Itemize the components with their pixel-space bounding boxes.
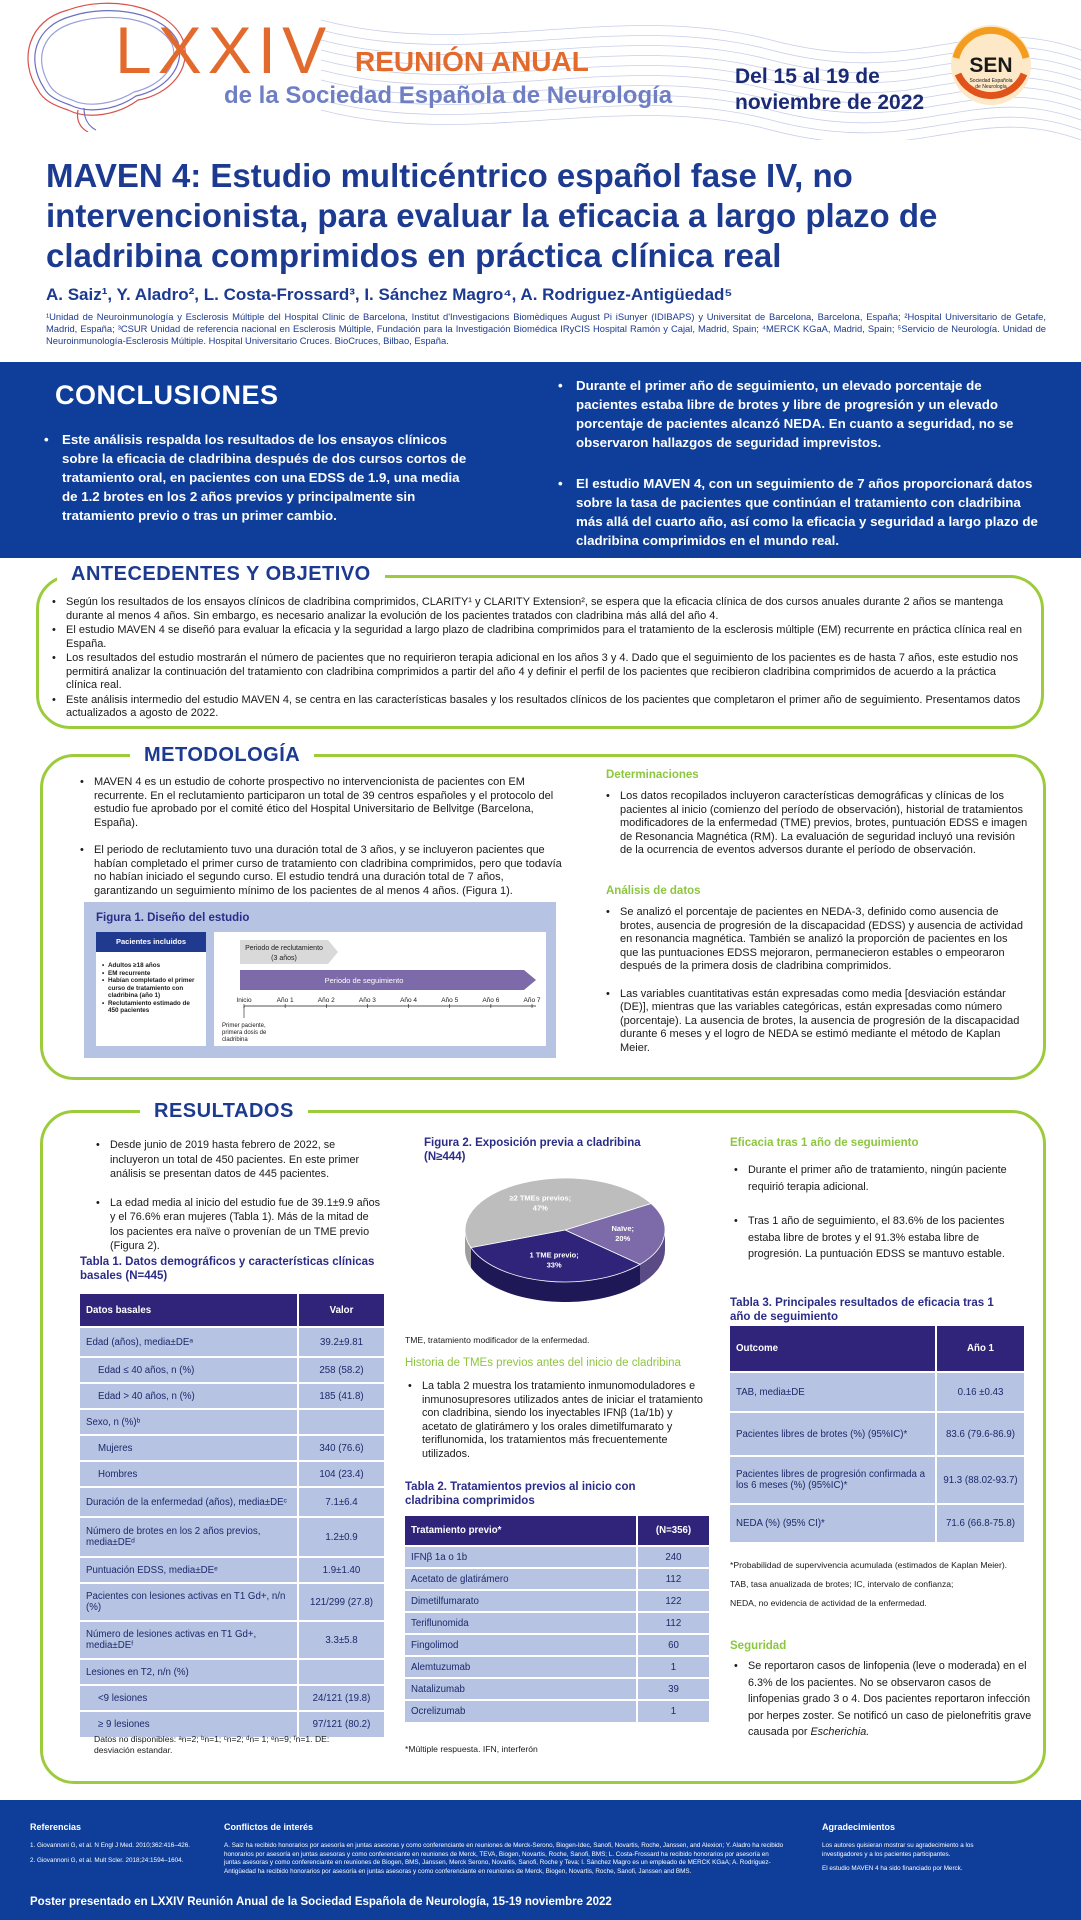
- table-cell-value: 240: [637, 1546, 709, 1568]
- table-cell-value: 121/299 (27.8): [298, 1583, 384, 1621]
- table-3-efficacy: [730, 1326, 1024, 1542]
- table-row: [405, 1700, 709, 1722]
- table-cell-label: Puntuación EDSS, media±DEᵉ: [80, 1557, 298, 1583]
- list-item: • El estudio MAVEN 4 se diseñó para evaluar la eficacia y la seguridad a largo plazo de cladribina comprimidos para el tratamiento de la esclerosis múltiple (EM) recurrente en práctica clínica real en España.: [50, 624, 1030, 651]
- table-cell-label: Pacientes libres de brotes (%) (95%IC)*: [730, 1412, 936, 1456]
- seguridad-text: Se reportaron casos de linfopenia (leve o moderada) en el 6.3% de los pacientes. No se observaron casos de linfopenias grado 3 o 4. Dos pacientes reportaron infección por herpes zoster. Se notificó un caso de pielonefritis grave causada por: [748, 1660, 1032, 1738]
- table-row: [405, 1612, 709, 1634]
- table-cell-label: Acetato de glatirámero: [405, 1568, 637, 1590]
- timeline-tick-label: Año 1: [276, 997, 294, 1004]
- figure-1-study-design: [84, 902, 556, 1058]
- table-cell-value: 1.2±0.9: [298, 1517, 384, 1557]
- congress-dates: [735, 64, 924, 116]
- sen-logo: [946, 20, 1036, 110]
- list-item: • Según los resultados de los ensayos clínicos de cladribina comprimidos, CLARITY¹ y CLARITY Extension², se espera que la eficacia clínica de dos cursos anuales durante 2 años se mantenga durante al menos 4 años. Sin embargo, es necesario analizar la evolución de los pacientes tratados con cladribina más allá del año 4.: [50, 596, 1030, 623]
- footer: [0, 1800, 1081, 1920]
- list-item: • El periodo de reclutamiento tuvo una duración total de 3 años, y se incluyeron pacientes que habían completado el primer curso de tratamiento con cladribina comprimidos, pero que todavía no habían iniciado el segundo curso. El estudio tendrá una duración total de 7 años, garantizando un seguimiento mínimo de los pacientes de al menos 4 años. (Figura 1).: [78, 844, 562, 898]
- dates-line-1: Del 15 al 19 de: [735, 65, 880, 88]
- table-cell-label: NEDA (%) (95% CI)*: [730, 1504, 936, 1542]
- eficacia-list: [732, 1162, 1032, 1263]
- table-row: [730, 1372, 1024, 1412]
- table-header-row: [730, 1326, 1024, 1372]
- timeline-tick-label: Año 3: [358, 997, 376, 1004]
- seguridad-heading: Seguridad: [730, 1640, 787, 1652]
- acknowledgements-text: Los autores quisieran mostrar su agradecimiento a los investigadores y a los pacientes participantes.: [822, 1842, 974, 1858]
- table-2-caption: Tabla 2. Tratamientos previos al inicio con cladribina comprimidos: [405, 1481, 636, 1507]
- table-row: [405, 1568, 709, 1590]
- first-patient-label-2: primera dosis de: [222, 1030, 267, 1036]
- figure-2-title: Figura 2. Exposición previa a cladribina (N≥444): [424, 1137, 641, 1163]
- included-patients-list: [96, 952, 206, 1015]
- list-item: • Los resultados del estudio mostrarán el número de pacientes que no requirieron terapia adicional en los años 3 y 4. Dado que el seguimiento de los pacientes es de hasta 7 años, este estudio nos permitirá analizar la continuación del tratamiento con cladribina comprimidos a partir del año 4 y definir el perfil de los pacientes que recibieron cladribina comprimidos de acuerdo a la práctica clínica real.: [50, 652, 1030, 693]
- figure-1-title: Figura 1. Diseño del estudio: [96, 912, 250, 924]
- table-cell-label: Pacientes con lesiones activas en T1 Gd+, n/n (%): [80, 1583, 298, 1621]
- metodologia-left-list: [78, 776, 562, 898]
- list-item: • Habían completado el primer curso de tratamiento con cladribina (año 1): [104, 977, 202, 1000]
- table-row: [80, 1487, 384, 1517]
- figure-2-pie-chart: [450, 1170, 680, 1310]
- table-cell-value: 1: [637, 1656, 709, 1678]
- recruitment-label-1: Periodo de reclutamiento: [245, 945, 323, 952]
- included-patients-panel: [96, 932, 206, 1046]
- list-item: • EM recurrente: [104, 970, 202, 978]
- list-item: • La edad media al inicio del estudio fue de 39.1±9.9 años y el 76.6% eran mujeres (Tabla 1). Más de la mitad de los pacientes era naïve o provenían de un TME previo (Figura 2).: [94, 1196, 384, 1254]
- list-item: • Las variables cuantitativas están expresadas como media [desviación estándar (DE)], mientras que las variables categóricas, están expresadas como número (porcentaje). La ausencia de brotes, la ausencia de progresión de la discapacidad durante 6 meses y el logro de NEDA se estimó mediante el método de Kaplan Meier.: [604, 988, 1028, 1056]
- conclusion-item: • El estudio MAVEN 4, con un seguimiento de 7 años proporcionará datos sobre la tasa de pacientes que continúan el tratamiento con cladribina más allá del cuarto año, así como la eficacia y seguridad a largo plazo de cladribina comprimidos en el mundo real.: [558, 474, 1038, 550]
- table-row: [730, 1456, 1024, 1504]
- footnote-line: *Probabilidad de supervivencia acumulada (estimados de Kaplan Meier).: [730, 1560, 1008, 1570]
- determinaciones-heading: Determinaciones: [606, 769, 699, 781]
- historia-list: [406, 1380, 706, 1461]
- footer-acknowledgements: [822, 1822, 1002, 1874]
- acknowledgements-heading: Agradecimientos: [822, 1822, 896, 1832]
- table-header-row: [405, 1516, 709, 1546]
- recruitment-label-2: (3 años): [271, 955, 297, 962]
- table-cell-label: ≥ 9 lesiones: [80, 1711, 298, 1737]
- list-item: • Reclutamiento estimado de 450 pacientes: [104, 1000, 202, 1015]
- table-cell-label: Teriflunomida: [405, 1612, 637, 1634]
- footnote-line: Datos no disponibles: ᵃn=2; ᵇn=1; ᶜn=2; ᵈn= 1; ᵉn=9; ᶠn=1. DE:: [94, 1734, 330, 1744]
- table-cell-value: [298, 1409, 384, 1435]
- table-1-footnote: [94, 1734, 384, 1756]
- table-cell-label: Número de lesiones activas en T1 Gd+, media±DEᶠ: [80, 1621, 298, 1659]
- conclusiones-col2: [558, 376, 1038, 550]
- conclusion-item: • Durante el primer año de seguimiento, un elevado porcentaje de pacientes estaba libre de brotes y libre de progresión y un elevado porcentaje de pacientes alcanzó NEDA. En cuanto a seguridad, no se observaron hallazgos de seguridad imprevistos.: [558, 376, 1038, 452]
- table-cell-value: 185 (41.8): [298, 1383, 384, 1409]
- table-cell-value: 112: [637, 1568, 709, 1590]
- funding-text: El estudio MAVEN 4 ha sido financiado por Merck.: [822, 1865, 963, 1872]
- metodologia-heading: METODOLOGÍA: [130, 744, 314, 767]
- table-3-footnote: [730, 1560, 1030, 1609]
- table-row: [80, 1461, 384, 1487]
- antecedentes-list: [50, 596, 1030, 722]
- conflicts-text: A. Saiz ha recibido honorarios por asesoría en juntas asesoras y como conferenciante en reuniones de Merck-Serono, Biogen-Idec, Sanofi, Novartis, Roche, Janssen, and Alexion; Y. Aladro ha recibido honorarios por asesoría en juntas asesoras y como conferenciante en reuniones de Merck, TEVA, Biogen, Novartis, Roche, Sanofi, BMS; L. Costa-Frossard ha recibido honorarios por asesoría en juntas asesoras y como conferenciante en reuniones de Biogen, BMS, Janssen, Merck Serono, Novartis, Sanofi, Roche y Teva; I. Sánchez Magro es un empleado de MERCK KGaA; A. Rodriguez-Antigüedad ha recibido honorarios por asesoría en juntas asesoras y como conferenciante en reuniones de Merck, Biogen, Novartis, Roche, Sanofi, Janssen and BMS.: [224, 1842, 784, 1875]
- sen-logo-sub1: Sociedad Española: [969, 78, 1013, 84]
- eficacia-heading: Eficacia tras 1 año de seguimiento: [730, 1137, 919, 1149]
- conclusiones-heading: CONCLUSIONES: [55, 380, 279, 410]
- conflicts-heading: Conflictos de interés: [224, 1822, 314, 1832]
- affiliations: ¹Unidad de Neuroinmunología y Esclerosis Múltiple del Hospital Clinic de Barcelona, Institut d'Investigacions Biomèdiques August Pi iSunyer (IDIBAPS) y Universitat de Barcelona, Barcelona, España; ²Hospital Universitario de Getafe, Madrid, España; ³CSUR Unidad de referencia nacional en Esclerosis Múltiple, Fundación para la Investigación Biomédica IRyCIS Hospital Ramón y Cajal, Madrid, Spain; ⁴MERCK KGaA, Madrid, Spain; ⁵Servicio de Neurología. Unidad de Neuroinmunología-Esclerosis Múltiple. Hospital Universitario Cruces. BioCruces, Bilbao, España.: [46, 311, 1046, 346]
- table-header-row: [80, 1294, 384, 1327]
- table-1-baseline: [80, 1294, 384, 1737]
- timeline-tick-label: Inicio: [236, 997, 252, 1004]
- table-cell-label: Sexo, n (%)ᵇ: [80, 1409, 298, 1435]
- table-cell-label: Natalizumab: [405, 1678, 637, 1700]
- reunion-anual-label: REUNIÓN ANUAL: [355, 46, 589, 77]
- list-item: • Tras 1 año de seguimiento, el 83.6% de los pacientes estaba libre de brotes y el 91.3% estaba libre de progresión. La puntuación EDSS se mantuvo estable.: [732, 1213, 1032, 1263]
- table-cell-value: 97/121 (80.2): [298, 1711, 384, 1737]
- analisis-list: [604, 906, 1028, 1055]
- pie-slice-label: Naïve;: [611, 1223, 635, 1233]
- authors: A. Saiz¹, Y. Aladro², L. Costa-Frossard³, I. Sánchez Magro⁴, A. Rodriguez-Antigüedad⁵: [46, 285, 733, 304]
- table-cell-value: 91.3 (88.02-93.7): [936, 1456, 1024, 1504]
- footnote-line: NEDA, no evidencia de actividad de la enfermedad.: [730, 1598, 927, 1608]
- reference-item: 2. Giovannoni G, et al. Mult Scler. 2018;24:1594–1604.: [30, 1856, 184, 1864]
- historia-heading: Historia de TMEs previos antes del inicio de cladribina: [405, 1357, 681, 1369]
- table-row: [730, 1504, 1024, 1542]
- table-row: [80, 1685, 384, 1711]
- list-item: • Este análisis intermedio del estudio MAVEN 4, se centra en las características basales y los resultados clínicos de los pacientes que completaron el primer año de seguimiento. Presentamos datos actualizados a agosto de 2022.: [50, 694, 1030, 721]
- table-cell-label: Duración de la enfermedad (años), media±DEᶜ: [80, 1487, 298, 1517]
- antecedentes-heading: ANTECEDENTES Y OBJETIVO: [57, 563, 385, 586]
- pie-slice-label: 33%: [546, 1260, 562, 1270]
- list-item: • La tabla 2 muestra los tratamiento inmunomoduladores e inmunosupresores utilizados antes de iniciar el tratamiento con cladribina, siendo los inyectables IFNβ (1a/1b) y acetato de glatirámero y los orales dimetilfumarato y teriflunomida, los tratamientos más frecuentemente utilizados.: [406, 1380, 706, 1461]
- included-patients-header: Pacientes incluidos: [96, 932, 206, 952]
- table-cell-label: TAB, media±DE: [730, 1372, 936, 1412]
- pie-slice-label: 20%: [615, 1233, 631, 1243]
- congress-number: LXXIV: [115, 13, 333, 87]
- table-cell-value: 39.2±9.81: [298, 1327, 384, 1357]
- table-cell-value: 24/121 (19.8): [298, 1685, 384, 1711]
- table-cell-label: Dimetilfumarato: [405, 1590, 637, 1612]
- sen-logo-text: SEN: [969, 54, 1013, 77]
- table-row: [80, 1659, 384, 1685]
- table-row: [730, 1412, 1024, 1456]
- table-cell-value: 60: [637, 1634, 709, 1656]
- pie-slice-label: 47%: [532, 1203, 548, 1213]
- table-cell-label: Hombres: [80, 1461, 298, 1487]
- table-row: [405, 1656, 709, 1678]
- conclusiones-section: [0, 362, 1081, 558]
- table-cell-value: 7.1±6.4: [298, 1487, 384, 1517]
- pie-slice-label: ≥2 TMEs previos;: [509, 1193, 572, 1203]
- timeline-tick-label: Año 5: [441, 997, 459, 1004]
- table-row: [80, 1383, 384, 1409]
- list-item: • Se analizó el porcentaje de pacientes en NEDA-3, definido como ausencia de brotes, ausencia de progresión de la discapacidad (EDSS) y ausencia de actividad en resonancia magnética. También se analizó la proporción de pacientes en los que las puntuaciones EDSS mejoraron, permanecieron estables o empeoraron después de la primera dosis de cladribina comprimidos.: [604, 906, 1028, 974]
- table-cell-label: Ocrelizumab: [405, 1700, 637, 1722]
- table-header-cell: (N=356): [637, 1516, 709, 1546]
- table-cell-label: Mujeres: [80, 1435, 298, 1461]
- table-cell-value: 258 (58.2): [298, 1357, 384, 1383]
- table-row: [80, 1517, 384, 1557]
- seguridad-list: [732, 1658, 1032, 1741]
- seguridad-species: Escherichia.: [810, 1726, 870, 1738]
- table-row: [405, 1590, 709, 1612]
- table-cell-value: 0.16 ±0.43: [936, 1372, 1024, 1412]
- table-row: [80, 1621, 384, 1659]
- timeline-tick-label: Año 2: [317, 997, 335, 1004]
- resultados-intro-list: [94, 1138, 384, 1254]
- table-cell-value: [298, 1659, 384, 1685]
- determinaciones-list: [604, 790, 1028, 858]
- resultados-heading: RESULTADOS: [140, 1100, 308, 1123]
- table-header-cell: Outcome: [730, 1326, 936, 1372]
- table-cell-label: Edad ≤ 40 años, n (%): [80, 1357, 298, 1383]
- poster-title: MAVEN 4: Estudio multicéntrico español fase IV, no intervencionista, para evaluar la eficacia a largo plazo de cladribina comprimidos en práctica clínica real: [46, 157, 938, 274]
- table-cell-label: Fingolimod: [405, 1634, 637, 1656]
- table-row: [80, 1435, 384, 1461]
- timeline-tick-label: Año 6: [482, 997, 500, 1004]
- table-2-prior-treatments: [405, 1516, 709, 1722]
- study-timeline: [214, 932, 546, 1046]
- table-2-footnote: *Múltiple respuesta. IFN, interferón: [405, 1744, 538, 1754]
- list-item: • Desde junio de 2019 hasta febrero de 2022, se incluyeron un total de 450 pacientes. En este primer análisis se presentan datos de 445 pacientes.: [94, 1138, 384, 1182]
- table-cell-value: 83.6 (79.6-86.9): [936, 1412, 1024, 1456]
- table-row: [80, 1357, 384, 1383]
- list-item: • Durante el primer año de tratamiento, ningún paciente requirió terapia adicional.: [732, 1162, 1032, 1195]
- reference-item: 1. Giovannoni G, et al. N Engl J Med. 2010;362:416–426.: [30, 1842, 190, 1849]
- table-cell-value: 1.9±1.40: [298, 1557, 384, 1583]
- table-header-cell: Valor: [298, 1294, 384, 1327]
- timeline-tick-label: Año 4: [400, 997, 418, 1004]
- poster-presented-line: Poster presentado en LXXIV Reunión Anual de la Sociedad Española de Neurología, 15-19 noviembre 2022: [30, 1896, 612, 1908]
- table-cell-value: 3.3±5.8: [298, 1621, 384, 1659]
- table-cell-value: 112: [637, 1612, 709, 1634]
- table-cell-label: Número de brotes en los 2 años previos, media±DEᵈ: [80, 1517, 298, 1557]
- table-row: [80, 1583, 384, 1621]
- first-patient-label-1: Primer paciente,: [222, 1023, 266, 1029]
- table-cell-label: Edad (años), media±DEᵃ: [80, 1327, 298, 1357]
- table-row: [80, 1409, 384, 1435]
- list-item: • Adultos ≥18 años: [104, 962, 202, 970]
- table-cell-label: IFNβ 1a o 1b: [405, 1546, 637, 1568]
- table-row: [405, 1546, 709, 1568]
- table-cell-label: <9 lesiones: [80, 1685, 298, 1711]
- table-row: [405, 1634, 709, 1656]
- conclusiones-col1: [44, 430, 474, 525]
- sen-logo-sub2: de Neurología: [975, 84, 1007, 90]
- conclusion-item: • Este análisis respalda los resultados de los ensayos clínicos sobre la eficacia de cladribina después de dos cursos cortos de tratamiento oral, en pacientes con una EDSS de 1.9, una media de 1.2 brotes en los 2 años previos y principalmente sin tratamiento previo o tras un primer cambio.: [44, 430, 474, 525]
- table-cell-label: Lesiones en T2, n/n (%): [80, 1659, 298, 1685]
- list-item: • Los datos recopilados incluyeron características demográficas y clínicas de los pacientes al inicio (comienzo del período de observación), historial de tratamientos modificadores de la enfermedad (TME) previos, brotes, puntuación EDSS e imagen de Resonancia Magnética (RM). La evaluación de seguridad incluyó una revisión de la ocurrencia de eventos adversos durante el período de observación.: [604, 790, 1028, 858]
- table-row: [80, 1557, 384, 1583]
- timeline-tick-label: Año 7: [523, 997, 541, 1004]
- table-header-cell: Tratamiento previo*: [405, 1516, 637, 1546]
- table-cell-value: 71.6 (66.8-75.8): [936, 1504, 1024, 1542]
- table-3-caption: Tabla 3. Principales resultados de eficacia tras 1 año de seguimiento: [730, 1297, 994, 1323]
- table-row: [405, 1678, 709, 1700]
- table-cell-value: 340 (76.6): [298, 1435, 384, 1461]
- list-item: • MAVEN 4 es un estudio de cohorte prospectivo no intervencionista de pacientes con EM recurrente. En el reclutamiento participaron un total de 39 centros españoles y el protocolo del estudio fue aprobado por el comité ético del Hospital Universitario de Bellvitge (Barcelona, España).: [78, 776, 562, 830]
- list-item: [732, 1658, 1032, 1741]
- table-cell-value: 39: [637, 1678, 709, 1700]
- society-name: de la Sociedad Española de Neurología: [224, 82, 673, 109]
- footnote-line: desviación estandar.: [94, 1745, 173, 1755]
- analisis-heading: Análisis de datos: [606, 885, 701, 897]
- first-patient-label-3: cladribina: [222, 1037, 248, 1043]
- table-cell-value: 1: [637, 1700, 709, 1722]
- figure-2-footnote: TME, tratamiento modificador de la enfermedad.: [405, 1335, 590, 1345]
- table-cell-label: Alemtuzumab: [405, 1656, 637, 1678]
- table-1-caption: Tabla 1. Datos demográficos y características clínicas basales (N=445): [80, 1256, 375, 1282]
- footnote-line: TAB, tasa anualizada de brotes; IC, intervalo de confianza;: [730, 1579, 954, 1589]
- table-row: [80, 1327, 384, 1357]
- follow-up-label: Periodo de seguimiento: [324, 976, 404, 985]
- table-cell-value: 122: [637, 1590, 709, 1612]
- footer-references: [30, 1822, 200, 1865]
- footer-conflicts: [224, 1822, 784, 1876]
- table-cell-label: Edad > 40 años, n (%): [80, 1383, 298, 1409]
- pie-slice-label: 1 TME previo;: [529, 1250, 579, 1260]
- table-cell-label: Pacientes libres de progresión confirmada a los 6 meses (%) (95%IC)*: [730, 1456, 936, 1504]
- table-header-cell: Año 1: [936, 1326, 1024, 1372]
- table-header-cell: Datos basales: [80, 1294, 298, 1327]
- dates-line-2: noviembre de 2022: [735, 91, 925, 114]
- references-heading: Referencias: [30, 1822, 82, 1832]
- header-banner: [0, 0, 1081, 140]
- table-cell-value: 104 (23.4): [298, 1461, 384, 1487]
